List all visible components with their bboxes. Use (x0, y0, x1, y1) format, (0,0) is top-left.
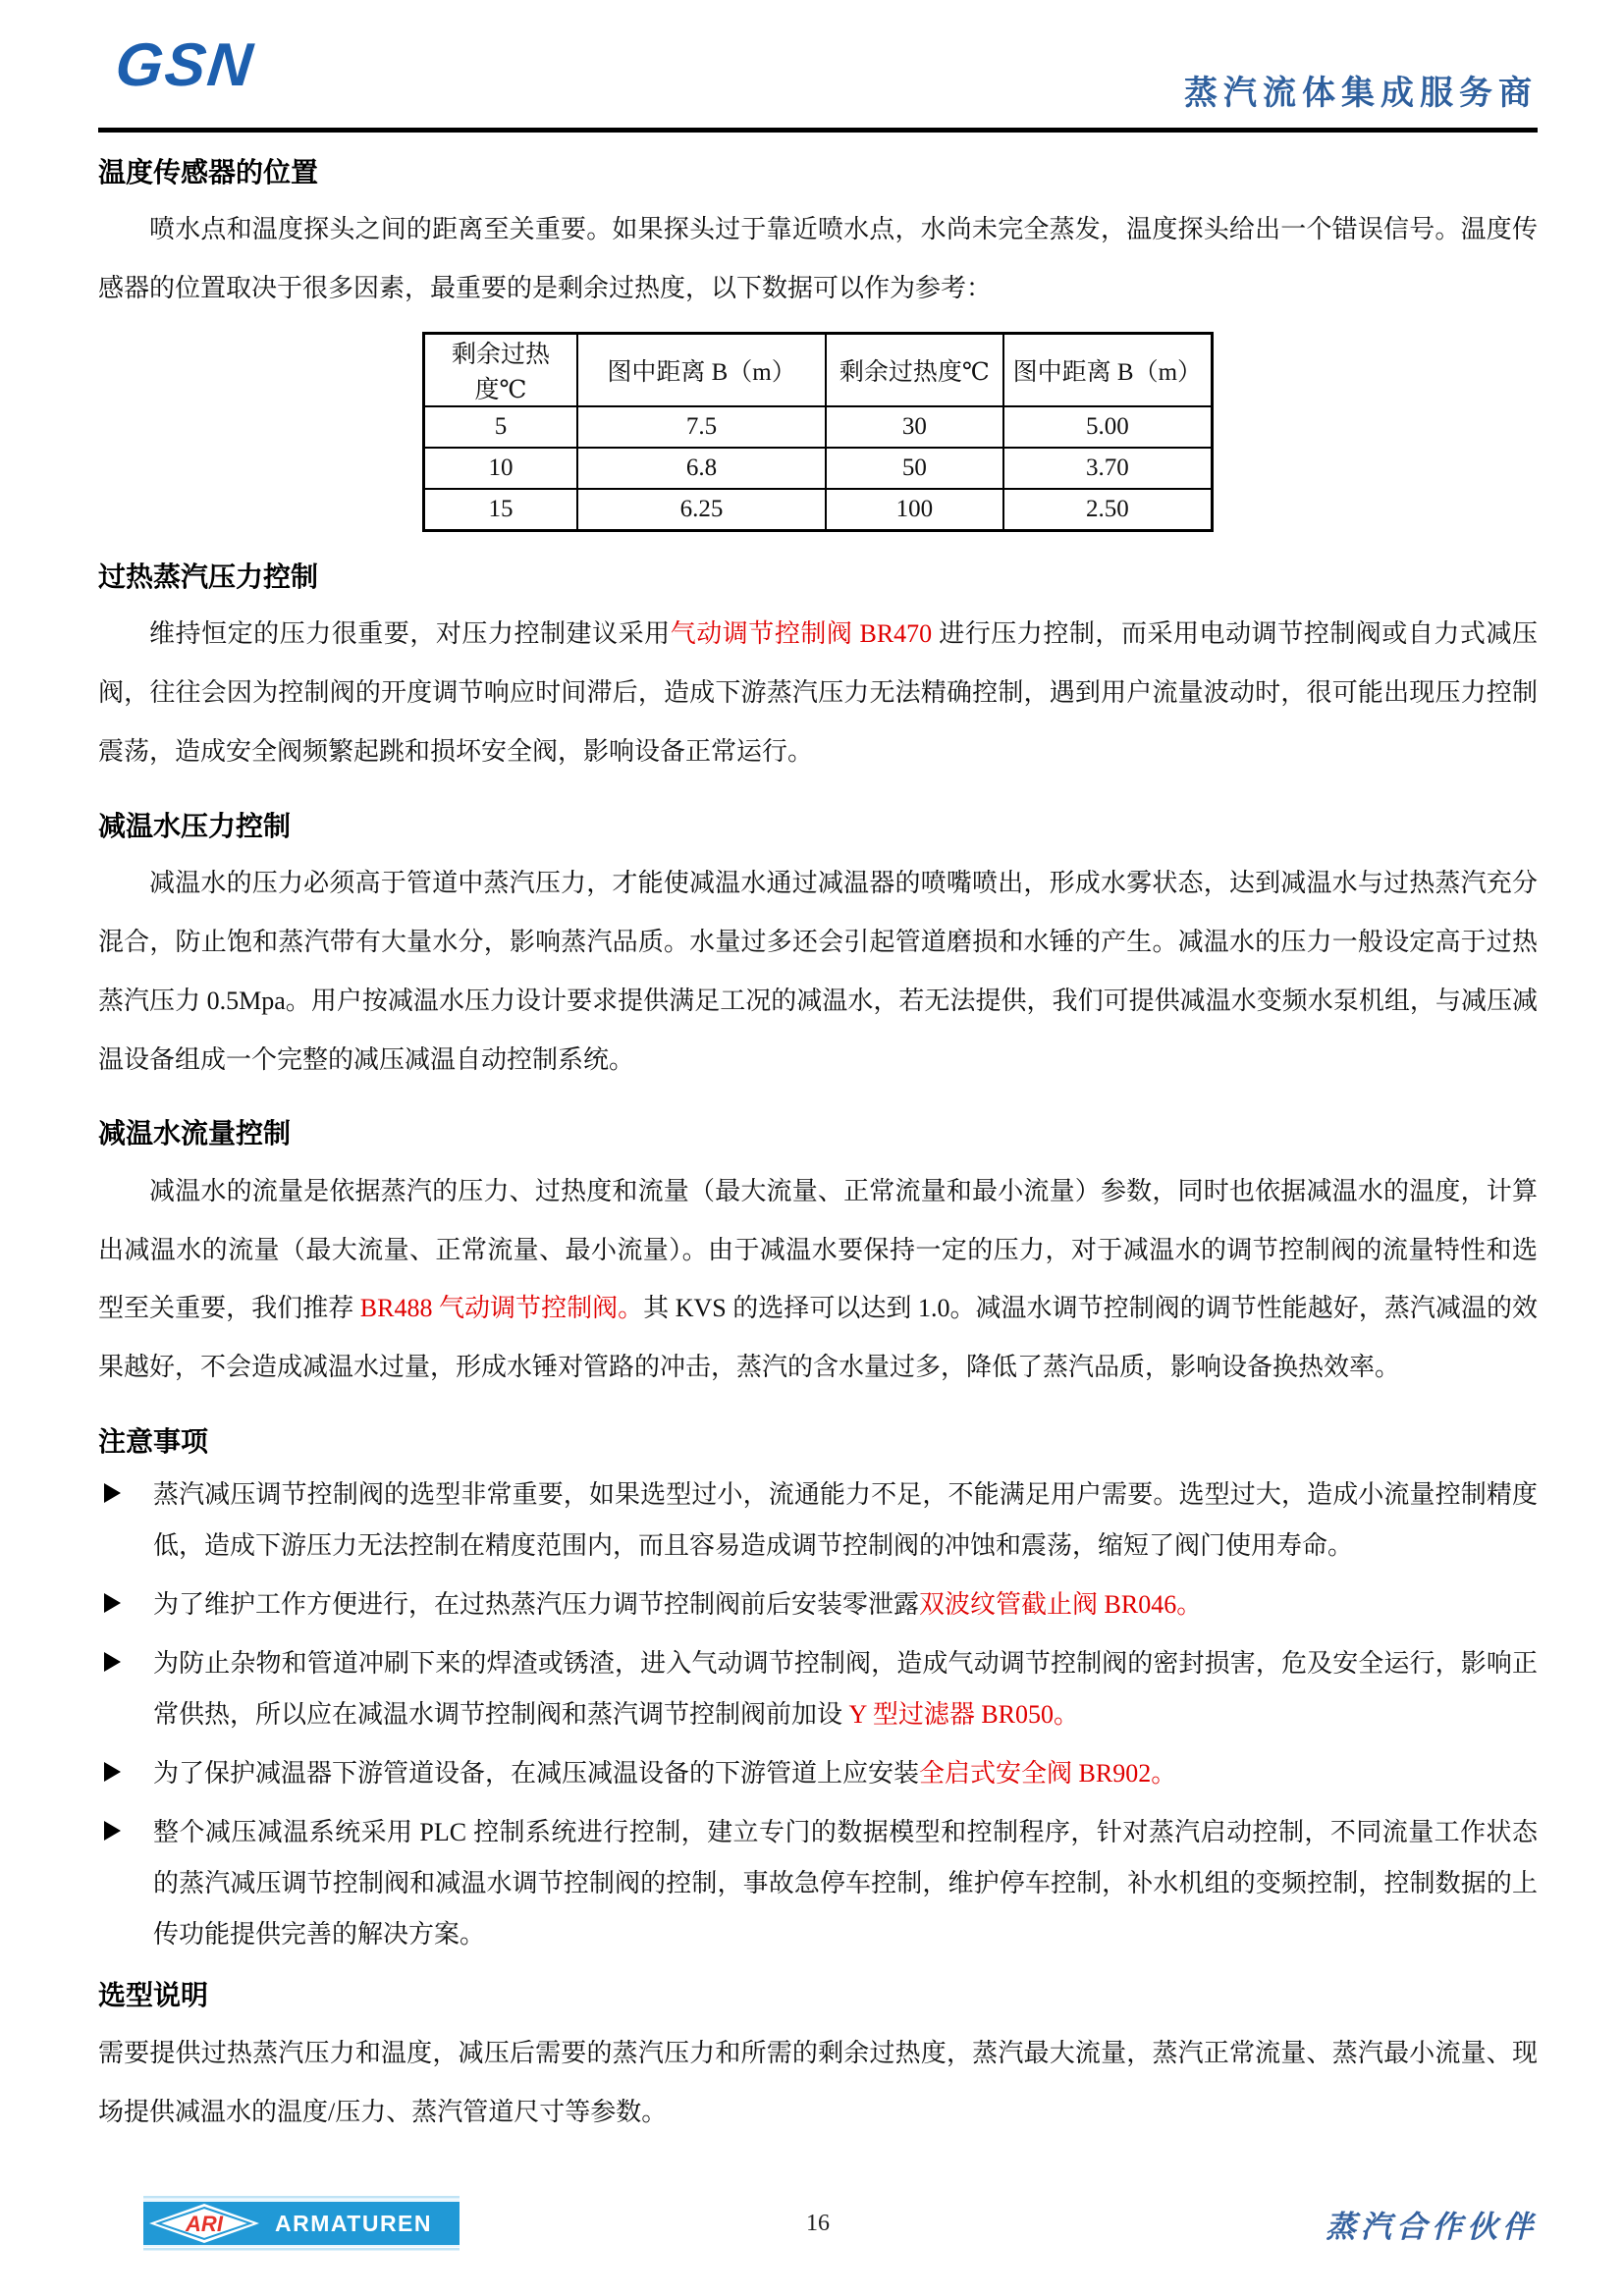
table-cell: 100 (826, 489, 1003, 531)
gsn-logo: GSN (112, 31, 258, 99)
section-heading-steam-pressure-control: 过热蒸汽压力控制 (98, 561, 319, 592)
page-footer (98, 2174, 1538, 2272)
table-row (424, 448, 1213, 489)
highlighted-product-text: 双波纹管截止阀 BR046。 (919, 1590, 1203, 1620)
table-header-row (424, 333, 1213, 406)
table-cell: 3.70 (1003, 448, 1213, 489)
page-number: 16 (806, 2210, 830, 2236)
arrow-bullet-icon (104, 1821, 121, 1841)
notes-list (98, 1469, 1538, 1960)
body-text-run: 喷水点和温度探头之间的距离至关重要。如果探头过于靠近喷水点，水尚未完全蒸发，温度探头给出一个错误信号。温度传感器的位置取决于很多因素，最重要的是剩余过热度，以下数据可以作为参考： (98, 215, 1538, 303)
paragraph-steam-pressure-control (98, 605, 1538, 780)
list-item (98, 1469, 1538, 1572)
paragraph-water-pressure-control (98, 854, 1538, 1089)
body-text-run: 其 KVS 的选择可以达到 1.0。减温水调节控制阀的调节性能越好，蒸汽减温的效果越好，不会造成减温水过量，形成水锤对管路的冲击，蒸汽的含水量过多，降低了蒸汽品质，影响设备换热效率。 (98, 1294, 1538, 1382)
ari-diamond-label: ARI (186, 2212, 223, 2236)
table-header-cell: 剩余过热度℃ (424, 333, 578, 406)
superheat-distance-table (422, 332, 1214, 532)
paragraph-selection (98, 2024, 1538, 2142)
table-cell: 10 (424, 448, 578, 489)
table-cell: 6.25 (577, 489, 826, 531)
highlighted-product-text: Y 型过滤器 BR050。 (848, 1700, 1080, 1730)
highlighted-product-text: 气动调节控制阀 BR470 (670, 619, 933, 649)
body-text-run: 为防止杂物和管道冲刷下来的焊渣或锈渣，进入气动调节控制阀，造成气动调节控制阀的密封损害，危及安全运行，影响正常供热，所以应在减温水调节控制阀和蒸汽调节控制阀前加设 (153, 1649, 1538, 1730)
arrow-bullet-icon (104, 1593, 121, 1613)
table-row (424, 489, 1213, 531)
section-heading-temp-sensor: 温度传感器的位置 (98, 157, 319, 187)
highlighted-product-text: BR488 气动调节控制阀。 (359, 1294, 644, 1323)
body-text-run: 整个减压减温系统采用 PLC 控制系统进行控制，建立专门的数据模型和控制程序，针对蒸汽启动控制，不同流量工作状态的蒸汽减压调节控制阀和减温水调节控制阀的控制，事故急停车控制，维护停车控制，补水机组的变频控制，控制数据的上传功能提供完善的解决方案。 (153, 1818, 1538, 1949)
section-heading-water-flow-control: 减温水流量控制 (98, 1118, 292, 1149)
table-cell: 6.8 (577, 448, 826, 489)
section-heading-selection: 选型说明 (98, 1980, 209, 2011)
partner-text: 蒸汽合作伙伴 (1326, 2209, 1539, 2244)
paragraph-water-flow-control (98, 1162, 1538, 1397)
body-text-run: 进行压力控制，而采用电动调节控制阀或自力式减压阀，往往会因为控制阀的开度调节响应时间滞后，造成下游蒸汽压力无法精确控制，遇到用户流量波动时，很可能出现压力控制震荡，造成安全阀频繁起跳和损坏安全阀，影响设备正常运行。 (98, 619, 1538, 766)
arrow-bullet-icon (104, 1652, 121, 1672)
body-text-run: 维持恒定的压力很重要，对压力控制建议采用 (149, 619, 671, 649)
table-cell: 5 (424, 406, 578, 448)
table-cell: 2.50 (1003, 489, 1213, 531)
section-heading-water-pressure-control: 减温水压力控制 (98, 810, 292, 841)
table-cell: 7.5 (577, 406, 826, 448)
list-item (98, 1748, 1538, 1799)
body-text-run: 为了保护减温器下游管道设备，在减压减温设备的下游管道上应安装 (153, 1759, 920, 1789)
page-header (98, 0, 1538, 133)
highlighted-product-text: 全启式安全阀 BR902。 (919, 1759, 1177, 1789)
list-item (98, 1638, 1538, 1740)
arrow-bullet-icon (104, 1762, 121, 1782)
table-cell: 30 (826, 406, 1003, 448)
body-text-run: 为了维护工作方便进行，在过热蒸汽压力调节控制阀前后安装零泄露 (153, 1590, 920, 1620)
footer-left (98, 2196, 578, 2251)
armaturen-label: ARMATUREN (275, 2211, 433, 2236)
body-text-run: 减温水的压力必须高于管道中蒸汽压力，才能使减温水通过减温器的喷嘴喷出，形成水雾状态，达到减温水与过热蒸汽充分混合，防止饱和蒸汽带有大量水分，影响蒸汽品质。水量过多还会引起管道磨损和水锤的产生。减温水的压力一般设定高于过热蒸汽压力 0.5Mpa。用户按减温水压力设计要求提供满足工况的减温水，若无法提供，我们可提供减温水变频水泵机组，与减压减温设备组成一个完整的减压减温自动控制系统。 (98, 869, 1538, 1074)
paragraph-temp-sensor (98, 200, 1538, 318)
table-row (424, 406, 1213, 448)
header-tagline: 蒸汽流体集成服务商 (1184, 76, 1538, 112)
ari-armaturen-logo (143, 2196, 460, 2251)
arrow-bullet-icon (104, 1483, 121, 1503)
body-text-run: 减温水的流量是依据蒸汽的压力、过热度和流量（最大流量、正常流量和最小流量）参数，同时也依据减温水的温度，计算出减温水的流量（最大流量、正常流量、最小流量）。由于减温水要保持一定的压力，对于减温水的调节控制阀的流量特性和选型至关重要，我们推荐 (98, 1176, 1538, 1323)
body-text-run: 蒸汽减压调节控制阀的选型非常重要，如果选型过小，流通能力不足，不能满足用户需要。选型过大，造成小流量控制精度低，造成下游压力无法控制在精度范围内，而且容易造成调节控制阀的冲蚀和震荡，缩短了阀门使用寿命。 (153, 1480, 1538, 1561)
body-text-run: 需要提供过热蒸汽压力和温度，减压后需要的蒸汽压力和所需的剩余过热度，蒸汽最大流量，蒸汽正常流量、蒸汽最小流量、现场提供减温水的温度/压力、蒸汽管道尺寸等参数。 (98, 2038, 1538, 2126)
footer-right (1057, 2202, 1538, 2246)
table-cell: 5.00 (1003, 406, 1213, 448)
list-item (98, 1579, 1538, 1630)
table-cell: 50 (826, 448, 1003, 489)
list-item (98, 1807, 1538, 1960)
document-content (98, 128, 1538, 2141)
table-header-cell: 剩余过热度℃ (826, 333, 1003, 406)
table-header-cell: 图中距离 B（m） (577, 333, 826, 406)
section-heading-notes: 注意事项 (98, 1425, 209, 1457)
table-header-cell: 图中距离 B（m） (1003, 333, 1213, 406)
table-cell: 15 (424, 489, 578, 531)
